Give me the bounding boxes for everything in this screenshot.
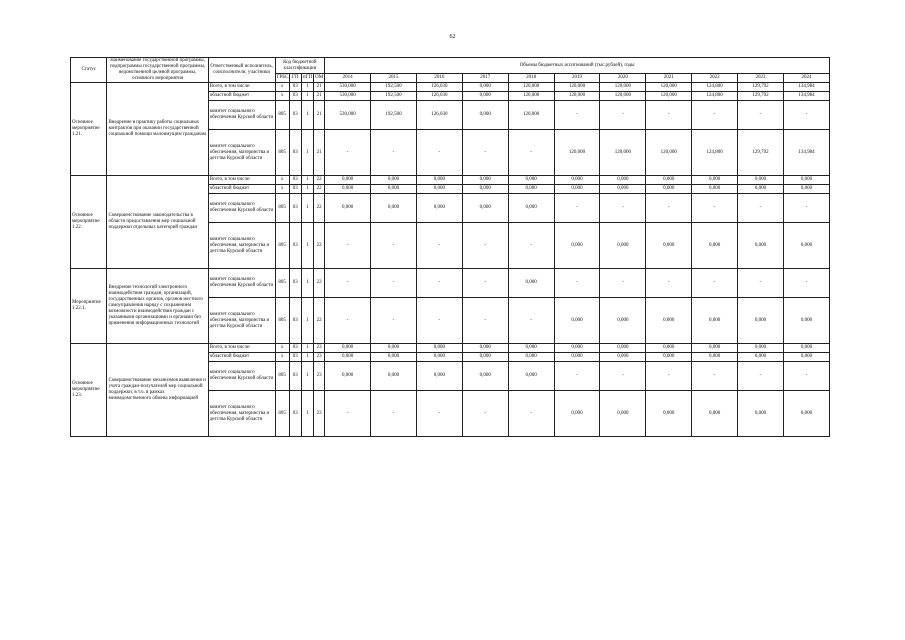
header-year: 2022 (692, 74, 738, 83)
code-cell: х (275, 176, 289, 185)
code-cell: 03 (289, 269, 301, 298)
amount-cell: 0,000 (508, 269, 554, 298)
executor-cell: комитет социального обеспечения, материнства и детства Курской области (208, 130, 275, 176)
amount-cell: - (416, 298, 462, 344)
amount-cell: 0,000 (646, 185, 692, 194)
header-code-om: ОМ (314, 74, 325, 83)
amount-cell: 0,000 (738, 176, 784, 185)
code-cell: 1 (301, 269, 313, 298)
code-cell: х (275, 92, 289, 101)
code-cell: 03 (289, 353, 301, 362)
amount-cell: 0,000 (646, 298, 692, 344)
code-cell: 805 (275, 362, 289, 391)
program-name-cell: Совершенствование механизмов выявления и учета граждан-получателей мер социальной поддержки, в т.ч. в рамках межведомственного обмена информацией (107, 344, 208, 437)
amount-cell: 0,000 (783, 344, 829, 353)
amount-cell: 0,000 (416, 185, 462, 194)
code-cell: 03 (289, 92, 301, 101)
amount-cell: 0,000 (554, 353, 600, 362)
amount-cell: 0,000 (554, 391, 600, 437)
amount-cell: 0,000 (692, 353, 738, 362)
amount-cell: - (783, 101, 829, 130)
status-cell: Мероприятие 1.22.1. (71, 269, 107, 344)
code-cell: х (275, 185, 289, 194)
code-cell: 03 (289, 130, 301, 176)
code-cell: х (275, 83, 289, 92)
code-cell: 03 (289, 298, 301, 344)
amount-cell: 129,792 (738, 83, 784, 92)
amount-cell: 120,000 (600, 83, 646, 92)
code-cell: 23 (314, 362, 325, 391)
amount-cell: 530,000 (325, 101, 371, 130)
code-cell: 805 (275, 194, 289, 223)
amount-cell: 0,000 (738, 353, 784, 362)
amount-cell: 0,000 (554, 298, 600, 344)
amount-cell: - (371, 130, 417, 176)
code-cell: 21 (314, 130, 325, 176)
amount-cell: 0,000 (416, 194, 462, 223)
header-status: Статус (71, 58, 107, 83)
amount-cell: 134,984 (783, 92, 829, 101)
code-cell: 805 (275, 130, 289, 176)
header-year: 2015 (371, 74, 417, 83)
amount-cell: 0,000 (508, 362, 554, 391)
amount-cell: 120,000 (508, 83, 554, 92)
amount-cell: 120,000 (554, 130, 600, 176)
budget-table (70, 57, 830, 437)
executor-cell: комитет социального обеспечения, материнства и детства Курской области (208, 223, 275, 269)
amount-cell: 0,000 (371, 176, 417, 185)
amount-cell: 120,000 (600, 92, 646, 101)
amount-cell: - (416, 269, 462, 298)
page-number: 62 (449, 34, 456, 40)
code-cell: 1 (301, 92, 313, 101)
code-cell: 03 (289, 101, 301, 130)
amount-cell: 0,000 (462, 83, 508, 92)
amount-cell: - (325, 223, 371, 269)
amount-cell: 0,000 (325, 194, 371, 223)
table-row (71, 83, 830, 92)
amount-cell: 120,000 (600, 130, 646, 176)
amount-cell: 0,000 (692, 298, 738, 344)
amount-cell: 0,000 (600, 391, 646, 437)
amount-cell: 0,000 (783, 185, 829, 194)
code-cell: 23 (314, 344, 325, 353)
header-year: 2016 (416, 74, 462, 83)
amount-cell: 0,000 (371, 194, 417, 223)
amount-cell: - (416, 223, 462, 269)
amount-cell: 0,000 (646, 344, 692, 353)
amount-cell: - (462, 269, 508, 298)
amount-cell: 0,000 (646, 391, 692, 437)
code-cell: 805 (275, 223, 289, 269)
code-cell: х (275, 344, 289, 353)
code-cell: 21 (314, 83, 325, 92)
amount-cell: 126,030 (416, 92, 462, 101)
amount-cell: 0,000 (462, 362, 508, 391)
header-year: 2018 (508, 74, 554, 83)
amount-cell: - (783, 194, 829, 223)
amount-cell: 0,000 (692, 223, 738, 269)
amount-cell: - (325, 130, 371, 176)
code-cell: 23 (314, 353, 325, 362)
amount-cell: 0,000 (462, 353, 508, 362)
amount-cell: 0,000 (554, 223, 600, 269)
amount-cell: - (783, 269, 829, 298)
table-body (71, 83, 830, 437)
amount-cell: - (692, 362, 738, 391)
header-executor: Ответственный исполнитель, соисполнители, участники (208, 58, 275, 83)
executor-cell: комитет социального обеспечения, материнства и детства Курской области (208, 298, 275, 344)
amount-cell: 0,000 (325, 362, 371, 391)
amount-cell: 126,030 (416, 101, 462, 130)
amount-cell: 0,000 (508, 344, 554, 353)
amount-cell: - (508, 298, 554, 344)
code-cell: 1 (301, 194, 313, 223)
amount-cell: 0,000 (325, 344, 371, 353)
header-code-pgp: пГП (301, 74, 313, 83)
amount-cell: 0,000 (554, 176, 600, 185)
header-year: 2014 (325, 74, 371, 83)
amount-cell: - (462, 298, 508, 344)
code-cell: 22 (314, 194, 325, 223)
amount-cell: 0,000 (738, 298, 784, 344)
amount-cell: 0,000 (646, 223, 692, 269)
amount-cell: 192,500 (371, 101, 417, 130)
code-cell: 1 (301, 223, 313, 269)
code-cell: 22 (314, 298, 325, 344)
amount-cell: 0,000 (783, 298, 829, 344)
table-row (71, 269, 830, 298)
amount-cell: 0,000 (738, 223, 784, 269)
amount-cell: 0,000 (462, 176, 508, 185)
header-year: 2021 (646, 74, 692, 83)
amount-cell: 530,000 (325, 92, 371, 101)
code-cell: 1 (301, 362, 313, 391)
amount-cell: 0,000 (462, 92, 508, 101)
amount-cell: 134,984 (783, 130, 829, 176)
amount-cell: - (325, 298, 371, 344)
amount-cell: 120,000 (554, 92, 600, 101)
amount-cell: 0,000 (554, 344, 600, 353)
amount-cell: 126,030 (416, 83, 462, 92)
amount-cell: 120,000 (646, 130, 692, 176)
amount-cell: - (600, 362, 646, 391)
header-year: 2017 (462, 74, 508, 83)
executor-cell: комитет социального обеспечения, материнства и детства Курской области (208, 391, 275, 437)
amount-cell: 0,000 (508, 176, 554, 185)
code-cell: 22 (314, 223, 325, 269)
code-cell: 21 (314, 101, 325, 130)
code-cell: х (275, 353, 289, 362)
amount-cell: - (371, 298, 417, 344)
table-row (71, 344, 830, 353)
amount-cell: 0,000 (508, 353, 554, 362)
amount-cell: 0,000 (462, 194, 508, 223)
amount-cell: 0,000 (371, 362, 417, 391)
code-cell: 03 (289, 194, 301, 223)
code-cell: 805 (275, 298, 289, 344)
amount-cell: - (508, 223, 554, 269)
amount-cell: 0,000 (600, 344, 646, 353)
amount-cell: 0,000 (554, 185, 600, 194)
amount-cell: 0,000 (738, 344, 784, 353)
executor-cell: областной бюджет (208, 353, 275, 362)
code-cell: 1 (301, 391, 313, 437)
header-name: Наименование государственной программы, подпрограммы государственной программы, ведомственной целевой программы, основного мероприятия (107, 58, 208, 83)
amount-cell: 120,000 (646, 83, 692, 92)
code-cell: 1 (301, 344, 313, 353)
code-cell: 1 (301, 130, 313, 176)
amount-cell: 0,000 (508, 194, 554, 223)
code-cell: 1 (301, 298, 313, 344)
amount-cell: 0,000 (371, 344, 417, 353)
amount-cell: 0,000 (738, 185, 784, 194)
amount-cell: 0,000 (325, 353, 371, 362)
amount-cell: - (600, 101, 646, 130)
amount-cell: 0,000 (692, 176, 738, 185)
code-cell: 03 (289, 362, 301, 391)
amount-cell: 0,000 (462, 344, 508, 353)
amount-cell: 0,000 (783, 176, 829, 185)
amount-cell: - (462, 391, 508, 437)
program-name-cell: Совершенствование законодательства в области предоставления мер социальной поддержки отдельных категорий граждан (107, 176, 208, 269)
amount-cell: 192,500 (371, 92, 417, 101)
amount-cell: 134,984 (783, 83, 829, 92)
amount-cell: 0,000 (600, 223, 646, 269)
amount-cell: - (738, 362, 784, 391)
amount-cell: - (508, 130, 554, 176)
amount-cell: - (692, 194, 738, 223)
amount-cell: - (554, 269, 600, 298)
amount-cell: - (646, 101, 692, 130)
amount-cell: 0,000 (416, 362, 462, 391)
amount-cell: 124,800 (692, 130, 738, 176)
executor-cell: областной бюджет (208, 92, 275, 101)
amount-cell: 0,000 (325, 185, 371, 194)
code-cell: 22 (314, 176, 325, 185)
amount-cell: 124,800 (692, 92, 738, 101)
code-cell: 805 (275, 391, 289, 437)
code-cell: 03 (289, 391, 301, 437)
code-cell: 1 (301, 83, 313, 92)
amount-cell: - (646, 362, 692, 391)
amount-cell: - (462, 130, 508, 176)
amount-cell: 0,000 (600, 353, 646, 362)
header-code-group: Код бюджетной классификации (275, 58, 325, 74)
amount-cell: 0,000 (416, 344, 462, 353)
code-cell: 03 (289, 83, 301, 92)
amount-cell: 0,000 (692, 185, 738, 194)
amount-cell: 129,792 (738, 92, 784, 101)
amount-cell: - (738, 269, 784, 298)
amount-cell: - (554, 101, 600, 130)
amount-cell: 0,000 (783, 391, 829, 437)
executor-cell: комитет социального обеспечения Курской области (208, 101, 275, 130)
amount-cell: - (554, 362, 600, 391)
status-cell: Основное мероприятие 1.23. (71, 344, 107, 437)
amount-cell: 0,000 (783, 353, 829, 362)
amount-cell: 120,000 (646, 92, 692, 101)
program-name-cell: Внедрение технологий электронного взаимодействия граждан, организаций, государственных органов, органов местного самоуправления наряду с сохранением возможности взаимодействия граждан с указанными организациями и органами без применения информационных технологий (107, 269, 208, 344)
amount-cell: 0,000 (646, 353, 692, 362)
amount-cell: - (371, 391, 417, 437)
amount-cell: - (600, 194, 646, 223)
amount-cell: 124,800 (692, 83, 738, 92)
code-cell: 03 (289, 176, 301, 185)
amount-cell: 0,000 (416, 353, 462, 362)
amount-cell: - (325, 391, 371, 437)
code-cell: 21 (314, 92, 325, 101)
amount-cell: - (600, 269, 646, 298)
program-name-cell: Внедрение в практику работы социальных контрактов при оказании государственной социальной помощи малоимущим гражданам (107, 83, 208, 176)
header-year: 2019 (554, 74, 600, 83)
code-cell: 03 (289, 344, 301, 353)
amount-cell: 0,000 (462, 185, 508, 194)
amount-cell: 192,500 (371, 83, 417, 92)
amount-cell: 0,000 (692, 344, 738, 353)
executor-cell: Всего, в том числе: (208, 344, 275, 353)
executor-cell: Всего, в том числе: (208, 176, 275, 185)
amount-cell: 0,000 (416, 176, 462, 185)
amount-cell: 0,000 (783, 223, 829, 269)
amount-cell: 0,000 (371, 185, 417, 194)
amount-cell: 530,000 (325, 83, 371, 92)
amount-cell: 120,000 (554, 83, 600, 92)
amount-cell: 129,792 (738, 130, 784, 176)
amount-cell: - (692, 101, 738, 130)
header-code-grbs: ГРБС (275, 74, 289, 83)
header-row-1 (71, 58, 830, 74)
amount-cell: - (554, 194, 600, 223)
amount-cell: - (416, 391, 462, 437)
amount-cell: 0,000 (738, 391, 784, 437)
header-year: 2024 (783, 74, 829, 83)
amount-cell: 0,000 (600, 298, 646, 344)
amount-cell: 120,000 (508, 92, 554, 101)
executor-cell: комитет социального обеспечения Курской области (208, 269, 275, 298)
executor-cell: областной бюджет (208, 185, 275, 194)
status-cell: Основное мероприятие 1.21. (71, 83, 107, 176)
code-cell: 805 (275, 101, 289, 130)
amount-cell: 0,000 (371, 353, 417, 362)
amount-cell: - (325, 269, 371, 298)
code-cell: 03 (289, 223, 301, 269)
code-cell: 22 (314, 185, 325, 194)
executor-cell: комитет социального обеспечения Курской области (208, 362, 275, 391)
amount-cell: 0,000 (508, 185, 554, 194)
code-cell: 1 (301, 176, 313, 185)
header-year: 2023 (738, 74, 784, 83)
executor-cell: Всего, в том числе: (208, 83, 275, 92)
amount-cell: 0,000 (462, 101, 508, 130)
code-cell: 22 (314, 269, 325, 298)
table-row (71, 176, 830, 185)
header-code-gp: ГП (289, 74, 301, 83)
header-year: 2020 (600, 74, 646, 83)
amount-cell: - (738, 194, 784, 223)
amount-cell: - (371, 269, 417, 298)
code-cell: 1 (301, 353, 313, 362)
code-cell: 1 (301, 101, 313, 130)
amount-cell: 0,000 (600, 185, 646, 194)
amount-cell: - (462, 223, 508, 269)
status-cell: Основное мероприятие 1.22. (71, 176, 107, 269)
amount-cell: 0,000 (646, 176, 692, 185)
header-amounts-group: Объемы бюджетных ассигнований (тыс.рублей), годы (325, 58, 830, 74)
amount-cell: - (783, 362, 829, 391)
code-cell: 03 (289, 185, 301, 194)
code-cell: 23 (314, 391, 325, 437)
amount-cell: - (646, 269, 692, 298)
amount-cell: - (692, 269, 738, 298)
amount-cell: - (646, 194, 692, 223)
amount-cell: - (508, 391, 554, 437)
executor-cell: комитет социального обеспечения Курской области (208, 194, 275, 223)
code-cell: 805 (275, 269, 289, 298)
amount-cell: - (371, 223, 417, 269)
amount-cell: 0,000 (325, 176, 371, 185)
code-cell: 1 (301, 185, 313, 194)
amount-cell: 0,000 (600, 176, 646, 185)
amount-cell: 120,000 (508, 101, 554, 130)
amount-cell: - (416, 130, 462, 176)
amount-cell: 0,000 (692, 391, 738, 437)
amount-cell: - (738, 101, 784, 130)
